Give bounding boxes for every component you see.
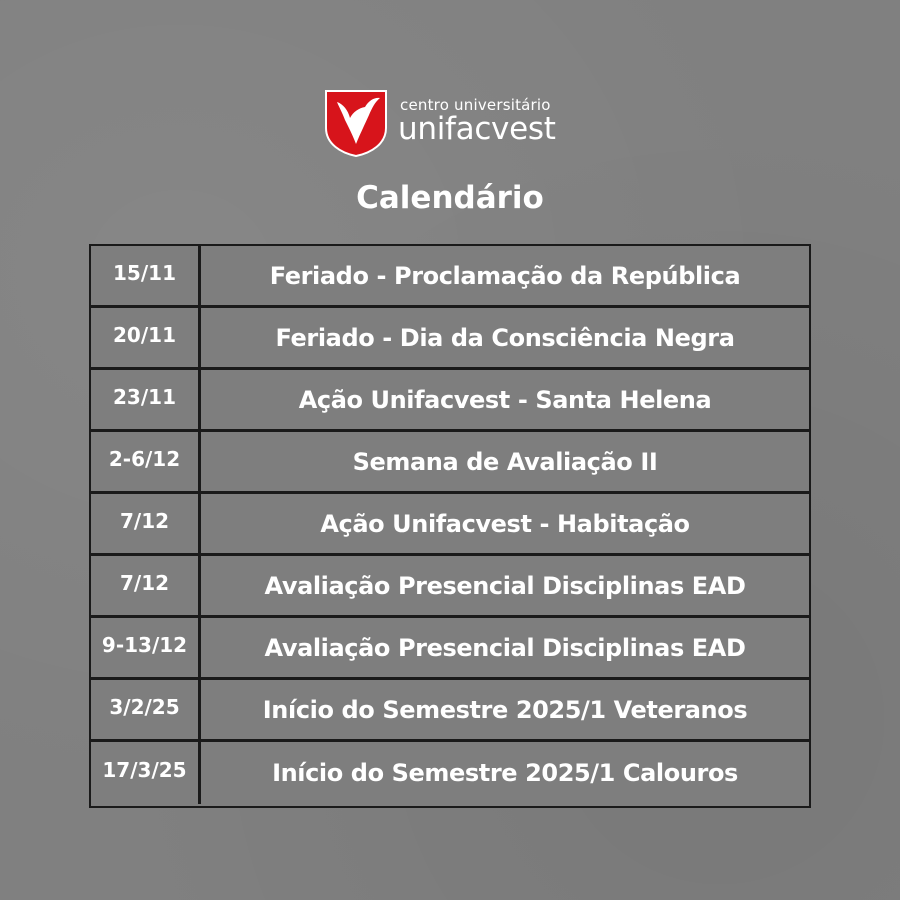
table-row	[91, 494, 809, 556]
table-row	[91, 680, 809, 742]
table-row	[91, 432, 809, 494]
event-cell: Ação Unifacvest - Habitação	[320, 509, 690, 538]
logo-subtitle: centro universitário	[400, 96, 551, 114]
table-row	[91, 556, 809, 618]
table-row	[91, 618, 809, 680]
event-cell: Avaliação Presencial Disciplinas EAD	[264, 571, 746, 600]
page-title: Calendário	[356, 180, 544, 216]
event-cell: Início do Semestre 2025/1 Veteranos	[262, 695, 748, 724]
date-cell: 9-13/12	[91, 618, 201, 677]
table-row	[91, 742, 809, 804]
logo-name: unifacvest	[398, 111, 556, 147]
event-cell: Avaliação Presencial Disciplinas EAD	[264, 633, 746, 662]
event-cell: Feriado - Proclamação da República	[269, 261, 741, 290]
unifacvest-shield-icon	[323, 88, 389, 158]
event-cell: Início do Semestre 2025/1 Calouros	[272, 759, 738, 787]
event-cell: Feriado - Dia da Consciência Negra	[275, 323, 735, 352]
table-row	[91, 308, 809, 370]
date-cell: 17/3/25	[91, 742, 201, 804]
event-cell: Ação Unifacvest - Santa Helena	[298, 385, 712, 414]
date-cell: 2-6/12	[91, 432, 201, 491]
calendar-table	[89, 244, 811, 808]
date-cell: 7/12	[91, 556, 201, 615]
table-row	[91, 370, 809, 432]
date-cell: 3/2/25	[91, 680, 201, 739]
date-cell: 20/11	[91, 308, 201, 367]
date-cell: 15/11	[91, 246, 201, 305]
event-cell: Semana de Avaliação II	[352, 447, 658, 476]
unifacvest-logo	[323, 88, 583, 158]
table-row	[91, 246, 809, 308]
date-cell: 7/12	[91, 494, 201, 553]
date-cell: 23/11	[91, 370, 201, 429]
